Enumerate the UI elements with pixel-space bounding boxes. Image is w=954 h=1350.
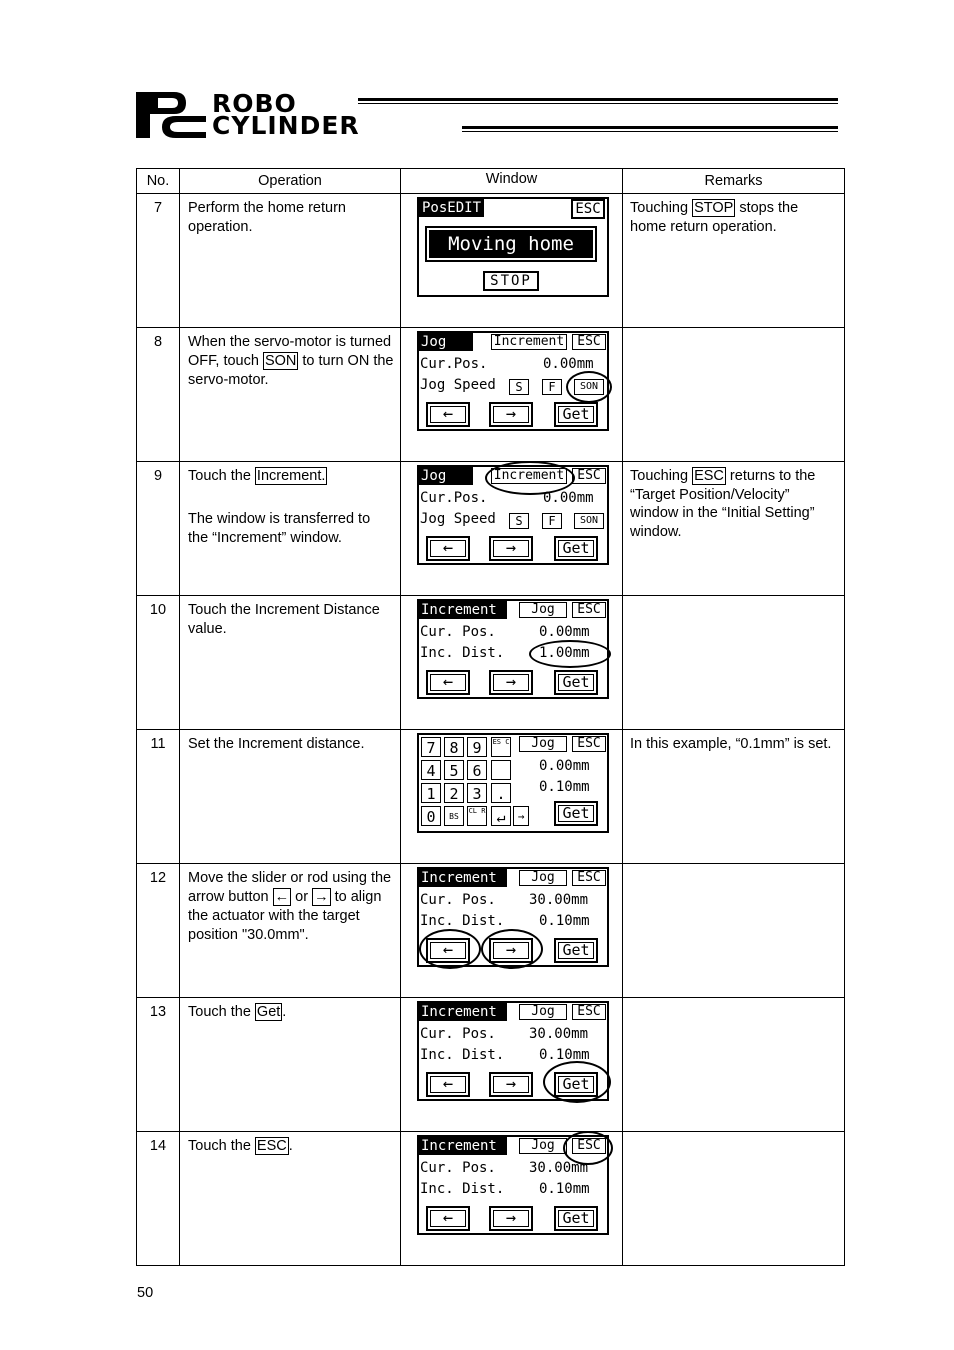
cur-pos-value: 0.00mm — [543, 490, 594, 506]
jog-speed-label: Jog Speed — [420, 377, 496, 393]
remarks-text — [623, 328, 845, 462]
table-row — [137, 1132, 845, 1266]
screen-title: Increment — [419, 601, 507, 619]
page-number: 50 — [137, 1285, 154, 1301]
cur-pos-label: Cur. Pos. — [420, 1026, 496, 1042]
header-window: Window — [401, 169, 623, 194]
window-cell — [401, 730, 623, 864]
key-0[interactable]: 0 — [421, 806, 441, 826]
screen-title: Increment — [419, 1003, 507, 1021]
increment-button[interactable]: Increment — [491, 468, 567, 484]
inc-dist-label: Inc. Dist. — [420, 913, 505, 929]
key-2[interactable]: 2 — [444, 783, 464, 803]
cur-pos-label: Cur. Pos. — [420, 1160, 496, 1176]
header-rule-bottom-thick — [462, 126, 838, 129]
operation-text: Touch the Increment. The window is transferred to the “Increment” window. — [180, 462, 401, 596]
left-arrow-button[interactable]: ← — [426, 536, 470, 561]
screen-title: PosEDIT — [419, 199, 484, 217]
header-remarks: Remarks — [623, 169, 845, 194]
screen-title: Jog — [419, 467, 473, 485]
key-backspace[interactable]: BS — [444, 806, 464, 826]
rc-logo-icon — [136, 90, 206, 140]
stop-ref: STOP — [694, 200, 734, 216]
operation-text: Touch the Get . — [180, 998, 401, 1132]
esc-button[interactable]: ESC — [572, 870, 606, 886]
table-header-row — [137, 169, 845, 194]
table-row — [137, 998, 845, 1132]
son-button[interactable]: SON — [574, 513, 604, 529]
remarks-text: In this example, “0.1mm” is set. — [623, 730, 845, 864]
jog-button[interactable]: Jog — [519, 1004, 567, 1020]
remarks-text — [623, 998, 845, 1132]
increment-ref: Increment. — [256, 468, 326, 484]
esc-button[interactable]: ESC — [572, 1004, 606, 1020]
window-cell — [401, 462, 623, 596]
lcd-posedit-screen — [417, 197, 609, 297]
inc-dist-value: 0.10mm — [539, 1181, 590, 1197]
step-number: 9 — [137, 462, 180, 596]
key-6[interactable]: 6 — [467, 760, 487, 780]
remarks-text: Touching STOP stops the home return operation. — [623, 194, 845, 328]
esc-button[interactable]: ESC — [572, 334, 606, 350]
right-arrow-button[interactable]: → — [489, 402, 533, 427]
inc-dist-value: 0.10mm — [539, 1047, 590, 1063]
esc-ref: ESC — [694, 468, 724, 484]
get-button[interactable]: Get — [554, 938, 598, 963]
window-cell — [401, 596, 623, 730]
speed-f-button[interactable]: F — [542, 513, 562, 529]
lcd-jog-screen — [417, 331, 609, 431]
right-arrow-button[interactable]: → — [489, 1206, 533, 1231]
key-clear[interactable]: CL R — [467, 806, 487, 826]
header-no: No. — [137, 169, 180, 194]
window-cell — [401, 998, 623, 1132]
header-rule-top-thick — [358, 98, 838, 101]
increment-button[interactable]: Increment — [491, 334, 567, 350]
table-row — [137, 730, 845, 864]
lcd-increment-screen — [417, 1001, 609, 1101]
operation-text: Touch the ESC . — [180, 1132, 401, 1266]
key-4[interactable]: 4 — [421, 760, 441, 780]
left-arrow-button[interactable]: ← — [426, 1206, 470, 1231]
highlight-circle — [529, 640, 611, 668]
get-button[interactable]: Get — [554, 1072, 598, 1097]
get-button[interactable]: Get — [554, 801, 598, 826]
key-5[interactable]: 5 — [444, 760, 464, 780]
cur-pos-label: Cur. Pos. — [420, 624, 496, 640]
window-cell — [401, 194, 623, 328]
key-7[interactable]: 7 — [421, 737, 441, 757]
get-button[interactable]: Get — [554, 536, 598, 561]
left-arrow-ref: ← — [274, 889, 290, 905]
key-enter[interactable]: ↵ — [491, 806, 511, 826]
key-tab[interactable]: → — [513, 806, 529, 826]
cur-pos-label: Cur.Pos. — [420, 490, 488, 506]
moving-home-box — [425, 226, 597, 262]
key-9[interactable]: 9 — [467, 737, 487, 757]
stop-button[interactable]: STOP — [483, 271, 539, 291]
highlight-circle — [481, 929, 543, 969]
inc-dist-value[interactable]: 1.00mm — [539, 645, 590, 661]
step-number: 14 — [137, 1132, 180, 1266]
left-arrow-button[interactable]: ← — [426, 938, 470, 963]
operation-text: Set the Increment distance. — [180, 730, 401, 864]
remarks-text — [623, 1132, 845, 1266]
step-number: 8 — [137, 328, 180, 462]
cur-pos-value: 0.00mm — [539, 624, 590, 640]
header-rule-bottom-thin — [462, 131, 838, 132]
key-8[interactable]: 8 — [444, 737, 464, 757]
esc-button[interactable]: ESC — [572, 1138, 606, 1154]
inc-dist-label: Inc. Dist. — [420, 645, 505, 661]
key-1[interactable]: 1 — [421, 783, 441, 803]
table-row — [137, 864, 845, 998]
step-number: 11 — [137, 730, 180, 864]
get-button[interactable]: Get — [554, 1206, 598, 1231]
get-button[interactable]: Get — [554, 402, 598, 427]
cur-pos-value: 30.00mm — [529, 1160, 589, 1176]
table-row — [137, 462, 845, 596]
esc-button[interactable]: ESC — [572, 468, 606, 484]
esc-button[interactable]: ESC — [572, 602, 606, 618]
jog-button[interactable]: Jog — [519, 870, 567, 886]
cur-pos-value: 0.00mm — [543, 356, 594, 372]
esc-button[interactable]: ESC — [571, 199, 605, 219]
highlight-circle — [419, 929, 481, 969]
left-arrow-button[interactable]: ← — [426, 402, 470, 427]
cur-pos-label: Cur.Pos. — [420, 356, 488, 372]
key-3[interactable]: 3 — [467, 783, 487, 803]
speed-s-button[interactable]: S — [509, 513, 529, 529]
table-row — [137, 328, 845, 462]
moving-home-message: Moving home — [429, 230, 593, 258]
jog-speed-label: Jog Speed — [420, 511, 496, 527]
lcd-keypad-screen — [417, 733, 609, 833]
left-arrow-button[interactable]: ← — [426, 1072, 470, 1097]
speed-s-button[interactable]: S — [509, 379, 529, 395]
key-blank[interactable] — [491, 760, 511, 780]
remarks-text: Touching ESC returns to the “Target Position/Velocity” window in the “Initial Setting” window. — [623, 462, 845, 596]
cur-pos-value: 30.00mm — [529, 892, 589, 908]
right-arrow-button[interactable]: → — [489, 536, 533, 561]
screen-title: Jog — [419, 333, 473, 351]
lcd-jog-screen — [417, 465, 609, 565]
highlight-circle — [543, 1061, 611, 1103]
operation-text: Touch the Increment Distance value. — [180, 596, 401, 730]
get-button[interactable]: Get — [554, 670, 598, 695]
operation-text: When the servo-motor is turned OFF, touch SON to turn ON the servo-motor. — [180, 328, 401, 462]
cur-pos-value: 30.00mm — [529, 1026, 589, 1042]
brand-line-1: ROBO — [212, 89, 297, 118]
table-row — [137, 194, 845, 328]
lcd-increment-screen — [417, 867, 609, 967]
left-arrow-button[interactable]: ← — [426, 670, 470, 695]
right-arrow-ref: → — [314, 889, 329, 905]
screen-title: Increment — [419, 1137, 507, 1155]
cur-pos-value: 0.00mm — [539, 758, 590, 774]
remarks-text — [623, 864, 845, 998]
jog-button[interactable]: Jog — [519, 602, 567, 618]
operation-table — [136, 168, 845, 1266]
jog-button[interactable]: Jog — [519, 736, 567, 752]
speed-f-button[interactable]: F — [542, 379, 562, 395]
operation-text: Move the slider or rod using the arrow button ← or → to align the actuator with the target position "30.0mm". — [180, 864, 401, 998]
step-number: 12 — [137, 864, 180, 998]
step-number: 10 — [137, 596, 180, 730]
header-operation: Operation — [180, 169, 401, 194]
remarks-text — [623, 596, 845, 730]
operation-text: Perform the home return operation. — [180, 194, 401, 328]
right-arrow-button[interactable]: → — [489, 670, 533, 695]
lcd-increment-screen — [417, 1135, 609, 1235]
jog-button[interactable]: Jog — [519, 1138, 567, 1154]
screen-title: Increment — [419, 869, 507, 887]
inc-dist-value: 0.10mm — [539, 779, 590, 795]
get-ref: Get — [256, 1004, 281, 1020]
right-arrow-button[interactable]: → — [489, 1072, 533, 1097]
inc-dist-value: 0.10mm — [539, 913, 590, 929]
window-cell — [401, 328, 623, 462]
header-rule-top-thin — [358, 103, 838, 104]
inc-dist-label: Inc. Dist. — [420, 1181, 505, 1197]
son-ref: SON — [264, 353, 297, 369]
highlight-circle — [566, 371, 612, 403]
brand-line-2: CYLINDER — [212, 111, 360, 140]
step-number: 7 — [137, 194, 180, 328]
esc-ref: ESC — [256, 1138, 287, 1154]
right-arrow-button[interactable]: → — [489, 938, 533, 963]
cur-pos-label: Cur. Pos. — [420, 892, 496, 908]
key-esc[interactable]: ES C — [491, 737, 511, 757]
window-cell — [401, 1132, 623, 1266]
key-dot[interactable]: . — [491, 783, 511, 803]
inc-dist-label: Inc. Dist. — [420, 1047, 505, 1063]
lcd-increment-screen — [417, 599, 609, 699]
step-number: 13 — [137, 998, 180, 1132]
window-cell — [401, 864, 623, 998]
son-button[interactable]: SON — [574, 379, 604, 395]
table-row — [137, 596, 845, 730]
esc-button[interactable]: ESC — [572, 736, 606, 752]
